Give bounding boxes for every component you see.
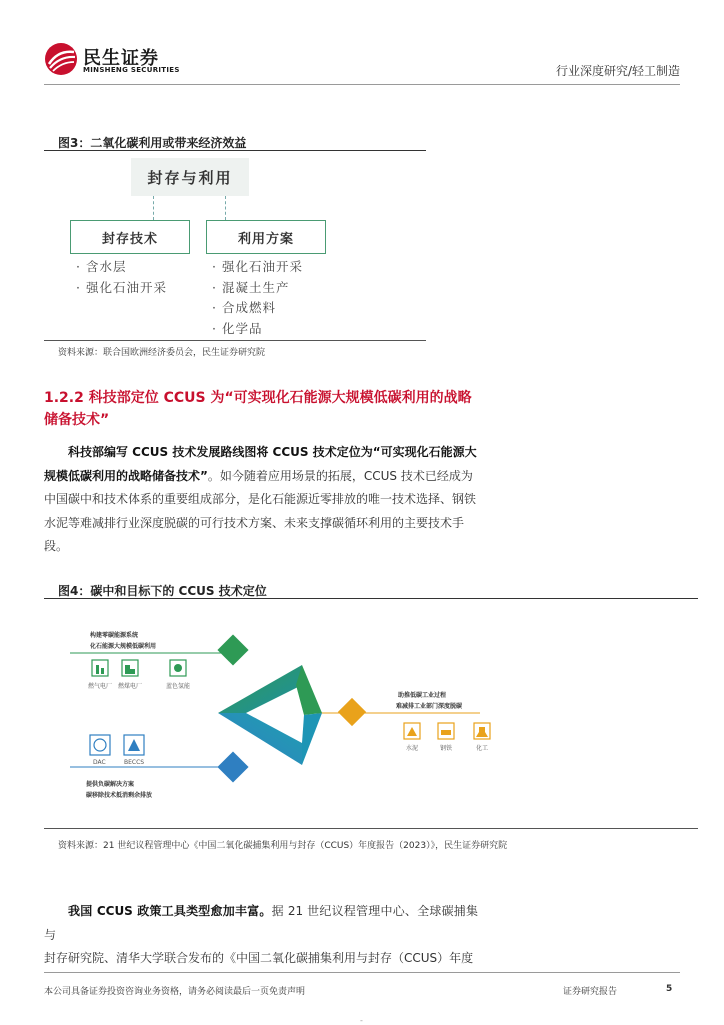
storage-utilization-box: 封存与利用 bbox=[131, 158, 249, 196]
ccus-center-label: CCUS bbox=[257, 708, 279, 716]
para1-line2-rest: 。如今随着应用场景的拓展，CCUS 技术已经成为 bbox=[207, 468, 473, 483]
footer-disclaimer: 本公司具备证券投资咨询业务资格，请务必阅读最后一页免责声明 bbox=[44, 987, 306, 997]
list-item: · 化学品 bbox=[212, 320, 263, 336]
ccus-positioning-diagram bbox=[60, 615, 520, 815]
para1-bold-line1: 科技部编写 CCUS 技术发展路线图将 CCUS 技术定位为“可实现化石能源大 bbox=[68, 445, 477, 459]
footer-divider bbox=[44, 972, 680, 973]
group2-title: 助推低碳工业过程 bbox=[398, 692, 447, 699]
chemical-label: 化工 bbox=[476, 745, 489, 752]
list-item: · 混凝土生产 bbox=[212, 279, 290, 295]
connector-left bbox=[153, 196, 154, 220]
footer-report-type: 证券研究报告 bbox=[563, 987, 618, 997]
blue-hydrogen-label: 蓝色氢能 bbox=[166, 683, 191, 690]
para1-bold-line2: 规模低碳利用的战略储备技术” bbox=[44, 468, 208, 483]
figure4-source: 资料来源：21 世纪议程管理中心《中国二氧化碳捕集利用与封存（CCUS）年度报告（2023）》，民生证券研究院 bbox=[58, 841, 508, 851]
gas-plant-label: 燃气电厂 bbox=[88, 683, 113, 690]
para1-line4: 水泥等难减排行业深度脱碳的可行技术方案、未来支撑碳循环利用的主要技术手 bbox=[44, 515, 465, 530]
logo-chinese-name: 民生证券 bbox=[83, 48, 159, 69]
bottom-marker: - bbox=[360, 1016, 363, 1025]
coal-plant-label: 燃煤电厂 bbox=[118, 683, 143, 690]
section-heading bbox=[44, 387, 472, 431]
list-item: · 合成燃料 bbox=[212, 300, 276, 315]
para2-line1-rest: 据 21 世纪议程管理中心、全球碳捕集与 bbox=[44, 904, 479, 942]
beccs-label: BECCS bbox=[124, 759, 145, 766]
page-number: 5 bbox=[666, 984, 673, 994]
figure4-title: 图4：碳中和目标下的 CCUS 技术定位 bbox=[58, 584, 267, 598]
cement-label: 水泥 bbox=[406, 745, 419, 752]
figure3-title: 图3：二氧化碳利用或带来经济效益 bbox=[58, 136, 247, 150]
connector-right bbox=[225, 196, 226, 220]
report-category: 行业深度研究/轻工制造 bbox=[555, 64, 680, 78]
paragraph-ccus-positioning bbox=[44, 441, 478, 559]
para1-line3: 中国碳中和技术体系的重要组成部分，是化石能源近零排放的唯一技术选择、钢铁 bbox=[44, 492, 477, 506]
list-item: · 强化石油开采 bbox=[212, 259, 303, 274]
logo-english-name: MINSHENG SECURITIES bbox=[83, 66, 180, 74]
group1-subtitle: 化石能源大规模低碳利用 bbox=[90, 643, 157, 650]
storage-tech-list bbox=[76, 257, 167, 298]
group3-title: 提供负碳解决方案 bbox=[86, 781, 135, 788]
para1-line5: 段。 bbox=[44, 539, 69, 553]
figure3-bottom-rule bbox=[44, 340, 426, 341]
group2-subtitle: 难减排工业部门深度脱碳 bbox=[396, 703, 463, 710]
steel-label: 钢铁 bbox=[440, 745, 453, 752]
group3-subtitle: 碳移除技术抵消剩余排放 bbox=[86, 792, 153, 799]
figure3-source: 资料来源：联合国欧洲经济委员会，民生证券研究院 bbox=[58, 348, 266, 358]
figure3-top-rule bbox=[44, 150, 426, 151]
paragraph-policy-tools bbox=[44, 900, 478, 971]
group1-title: 构建零碳能源系统 bbox=[90, 632, 139, 639]
header-divider bbox=[44, 84, 680, 85]
section-heading-line1: 1.2.2 科技部定位 CCUS 为“可实现化石能源大规模低碳利用的战略 bbox=[44, 390, 472, 406]
para2-line2: 封存研究院、清华大学联合发布的《中国二氧化碳捕集利用与封存（CCUS）年度 bbox=[44, 951, 474, 965]
minsheng-logo-icon bbox=[44, 42, 78, 76]
utilization-plan-list bbox=[212, 257, 303, 339]
figure4-top-rule bbox=[44, 598, 698, 599]
list-item: · 强化石油开采 bbox=[76, 279, 167, 295]
para2-bold-start: 我国 CCUS 政策工具类型愈加丰富。 bbox=[68, 904, 272, 918]
list-item: · 含水层 bbox=[76, 259, 127, 274]
section-heading-line2: 储备技术” bbox=[44, 412, 110, 428]
storage-tech-box: 封存技术 bbox=[70, 220, 190, 254]
dac-label: DAC bbox=[93, 759, 106, 766]
figure4-bottom-rule bbox=[44, 828, 698, 829]
utilization-plan-box: 利用方案 bbox=[206, 220, 326, 254]
